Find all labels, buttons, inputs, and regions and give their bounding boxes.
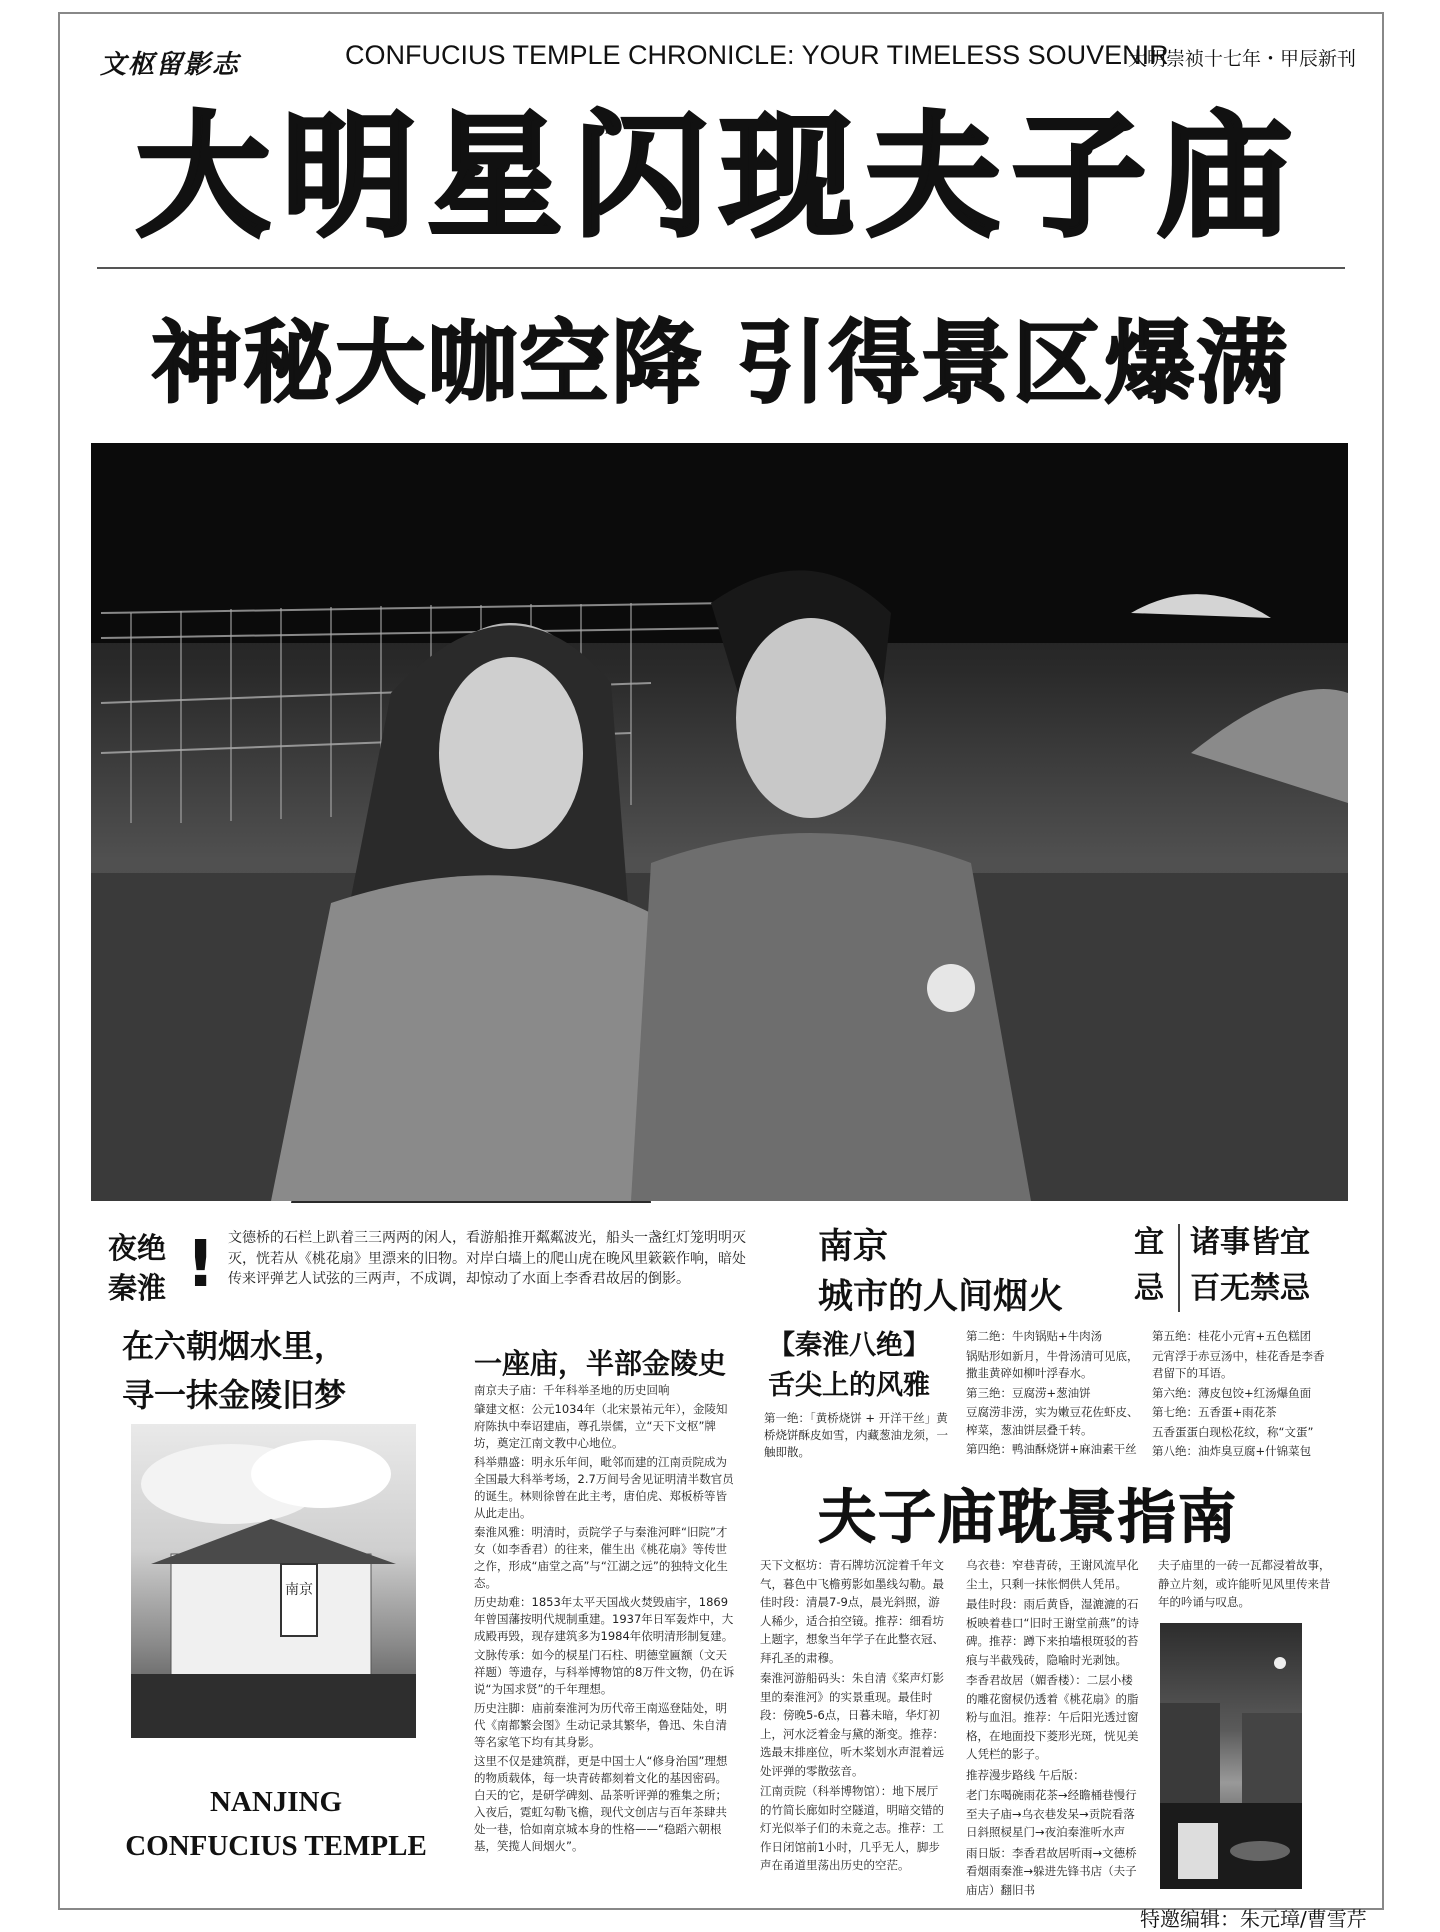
- left-heading-line1: 在六朝烟水里，: [122, 1327, 347, 1365]
- caption-line1: NANJING: [209, 1786, 343, 1818]
- masthead-center: CONFUCIUS TEMPLE CHRONICLE: YOUR TIMELESS SOUVENIR: [345, 40, 1169, 70]
- delicacy-item: 元宵浮于赤豆汤中，桂花香是李香君留下的耳语。: [1152, 1348, 1325, 1380]
- history-paragraph: 历史劫难：1853年太平天国战火焚毁庙宇，1869年曾国藩按明代规制重建。1937年日军轰炸中，大成殿再毁，现存建筑多为1984年依明清形制复建。: [474, 1595, 734, 1643]
- history-paragraph: 肇建文枢：公元1034年（北宋景祐元年），金陵知府陈执中奉诏建庙，尊孔崇儒，立“天下文枢”牌坊，奠定江南文教中心地位。: [474, 1402, 728, 1450]
- guide-item: 李香君故居（媚香楼）：二层小楼的雕花窗棂仍透着《桃花扇》的脂粉与血泪。推荐：午后阳光透过窗格，在地面投下菱形光斑，恍见美人凭栏的影子。: [966, 1673, 1139, 1761]
- night-title-line2: 秦淮: [108, 1271, 167, 1305]
- left-heading-line2: 寻一抹金陵旧梦: [122, 1376, 347, 1414]
- eight-col2: [966, 1328, 1142, 1461]
- delicacy-item: 第一绝：「黄桥烧饼 + 开洋干丝」黄桥烧饼酥皮如雪，内藏葱油龙须，一触即散。: [764, 1411, 948, 1459]
- delicacy-item: 第四绝：鸭油酥烧饼+麻油素干丝: [966, 1442, 1137, 1456]
- masthead-right: 大明崇祯十七年・甲辰新刊: [1128, 48, 1357, 70]
- delicacy-item: 五香蛋蛋白现松花纹，称“文蛋”: [1152, 1424, 1314, 1439]
- city-line1: 南京: [818, 1227, 889, 1267]
- night-text: 文德桥的石栏上趴着三三两两的闲人，看游船推开粼粼波光，船头一盏红灯笼明明灭灭，恍若从《桃花扇》里漂来的旧物。对岸白墙上的爬山虎在晚风里簌簌作响，暗处传来评弹艺人试弦的三两声，不成调，却惊动了水面上李香君故居的倒影。: [228, 1230, 746, 1287]
- delicacy-item: 第六绝：薄皮包饺+红汤爆鱼面: [1152, 1385, 1312, 1400]
- city-banner: [818, 1222, 1063, 1322]
- almanac-divider: [1178, 1224, 1180, 1312]
- almanac-label: [1134, 1220, 1164, 1312]
- history-paragraph: 南京夫子庙：千年科举圣地的历史回响: [474, 1383, 670, 1397]
- guide-item: 秦淮河游船码头：朱自清《桨声灯影里的秦淮河》的实景重现。最佳时段：傍晚5-6点，日暮未暗，华灯初上，河水泛着金与黛的渐变。推荐：选最末排座位，听木桨划水声混着远处评弹的零散弦音。: [760, 1671, 944, 1778]
- guide-col3: [1158, 1556, 1334, 1614]
- footer-editor: 特邀编辑：朱元璋/曹雪芹: [1140, 1907, 1367, 1931]
- guide-col2: [966, 1556, 1144, 1901]
- guide-heading: 夫子庙耽景指南: [818, 1483, 1239, 1551]
- headline-divider: [97, 267, 1345, 269]
- eight-col1: [764, 1410, 954, 1463]
- subheadline: 神秘大咖空降 引得景区爆满: [151, 311, 1289, 416]
- caption-line2: CONFUCIUS TEMPLE: [125, 1830, 427, 1862]
- night-title: [108, 1228, 166, 1308]
- night-title-line1: 夜绝: [108, 1231, 167, 1265]
- guide-item: 江南贡院（科举博物馆）：地下展厅的竹简长廊如时空隧道，明暗交错的灯光似举子们的未竟之志。推荐：工作日闭馆前1小时，几乎无人，脚步声在甬道里荡出历史的空茫。: [760, 1784, 944, 1872]
- main-photo: [91, 443, 1348, 1201]
- left-caption: [96, 1780, 456, 1868]
- history-paragraph: 秦淮风雅：明清时，贡院学子与秦淮河畔“旧院”才女（如李香君）的往来，催生出《桃花扇》等传世之作，形成“庙堂之高”与“江湖之远”的独特文化生态。: [474, 1525, 728, 1590]
- delicacy-item: 第八绝：油炸臭豆腐+什锦菜包: [1152, 1444, 1312, 1458]
- almanac-ji-text: 百无禁忌: [1190, 1271, 1310, 1306]
- nanjing-photo: [131, 1424, 416, 1738]
- guide-col1: [760, 1556, 944, 1877]
- nanjing-sign-text: 南京: [285, 1582, 313, 1598]
- city-line2: 城市的人间烟火: [818, 1277, 1064, 1317]
- history-heading: 一座庙，半部金陵史: [474, 1347, 727, 1380]
- guide-item: 乌衣巷：窄巷青砖，王谢风流早化尘土，只剩一抹怅惘供人凭吊。: [966, 1558, 1139, 1591]
- guide-item: 最佳时段：雨后黄昏，湿漉漉的石板映着巷口“旧时王谢堂前燕”的诗碑。推荐：蹲下来拍墙根斑驳的苔痕与半截残砖，隐喻时光剥蚀。: [966, 1597, 1139, 1667]
- almanac-text: [1190, 1220, 1310, 1312]
- almanac-yi-text: 诸事皆宜: [1190, 1225, 1310, 1260]
- night-mark: !: [186, 1228, 216, 1302]
- history-paragraph: 科举鼎盛：明永乐年间，毗邻而建的江南贡院成为全国最大科举考场，2.7万间号舍见证明清半数官员的诞生。林则徐曾在此主考，唐伯虎、郑板桥等皆从此走出。: [474, 1455, 734, 1520]
- guide-item: 推荐漫步路线 午后版：: [966, 1767, 1085, 1782]
- eight-heading-line2: 舌尖上的风雅: [768, 1370, 930, 1401]
- eight-col3: [1152, 1328, 1332, 1463]
- delicacy-item: 第七绝：五香蛋+雨花茶: [1152, 1405, 1277, 1419]
- almanac-yi: 宜: [1134, 1225, 1164, 1260]
- history-paragraph: 历史注脚：庙前秦淮河为历代帝王南巡登陆处，明代《南都繁会图》生动记录其繁华，鲁迅、朱自清等名家笔下均有其身影。: [474, 1701, 727, 1749]
- guide-item: 雨日版：李香君故居听雨→文德桥看烟雨秦淮→躲进先锋书店（夫子庙店）翻旧书: [966, 1845, 1137, 1897]
- delicacy-item: 第二绝：牛肉锅贴+牛肉汤: [966, 1329, 1103, 1343]
- guide-item: 天下文枢坊：青石牌坊沉淀着千年文气，暮色中飞檐剪影如墨线勾勒。最佳时段：清晨7-9点，晨光斜照，游人稀少，适合拍空镜。推荐：细看坊上题字，想象当年学子在此整衣冠、拜孔圣的肃穆。: [760, 1558, 944, 1665]
- history-paragraph: 这里不仅是建筑群，更是中国士人“修身治国”理想的物质载体，每一块青砖都刻着文化的基因密码。白天的它，是研学碑刻、品茶听评弹的雅集之所；入夜后，霓虹勾勒飞檐，现代文创店与百年茶肆共处一巷，恰如南京城本身的性格——“稳蹈六朝根基，笑揽人间烟火”。: [474, 1754, 728, 1853]
- delicacy-item: 锅贴形如新月，牛骨汤清可见底，撒韭黄碎如柳叶浮春水。: [966, 1348, 1139, 1380]
- masthead-left: 文枢留影志: [100, 50, 241, 80]
- guide-item: 老门东喝碗雨花茶→经瞻桶巷慢行至夫子庙→乌衣巷发呆→贡院看落日斜照棂星门→夜泊秦淮听水声: [966, 1788, 1137, 1839]
- headline: 大明星闪现夫子庙: [135, 99, 1304, 255]
- delicacy-item: 豆腐涝非涝，实为嫩豆花佐虾皮、榨菜，葱油饼层叠千转。: [966, 1405, 1139, 1437]
- left-heading: [122, 1322, 346, 1420]
- history-column: [474, 1382, 738, 1857]
- night-canal-photo: [1160, 1623, 1302, 1889]
- history-paragraph: 文脉传承：如今的棂星门石柱、明德堂匾额（文天祥题）等遗存，与科举博物馆的8万件文物，仍在诉说“为国求贤”的千年理想。: [474, 1648, 735, 1696]
- eight-heading-line1: 【秦淮八绝】: [768, 1330, 930, 1361]
- delicacy-item: 第五绝：桂花小元宵+五色糕团: [1152, 1329, 1312, 1343]
- guide-item: 夫子庙里的一砖一瓦都浸着故事，静立片刻，或许能听见风里传来昔年的吟诵与叹息。: [1158, 1558, 1331, 1609]
- delicacy-item: 第三绝：豆腐涝+葱油饼: [966, 1385, 1091, 1400]
- almanac-ji: 忌: [1134, 1271, 1164, 1306]
- eight-heading: [768, 1326, 930, 1406]
